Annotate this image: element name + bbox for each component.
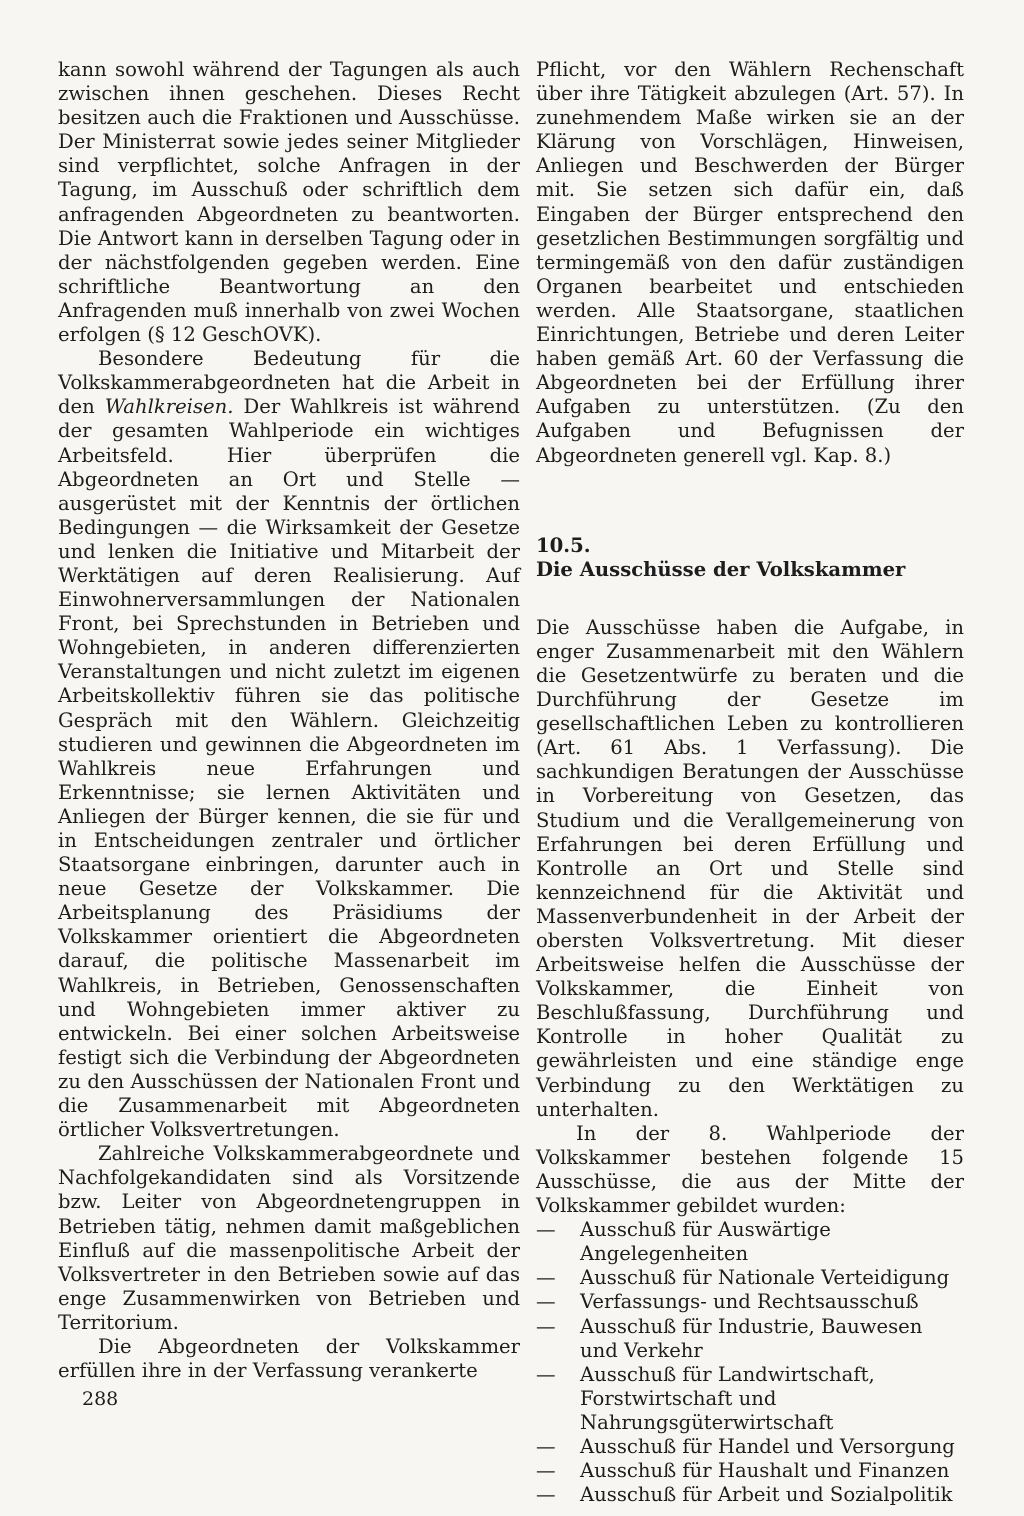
committee-list	[536, 1218, 964, 1507]
list-item	[536, 1363, 964, 1435]
paragraph-anfragen: kann sowohl während der Tagungen als auch zwischen ihnen geschehen. Dieses Recht besitzen auch die Fraktionen und Ausschüsse. Der Ministerrat sowie jedes seiner Mitglieder sind verpflichtet, solche Anfragen in der Tagung, im Ausschuß oder schriftlich dem anfragenden Abgeordneten zu beantworten. Die Antwort kann in derselben Tagung oder in der nächstfolgenden gegeben werden. Eine schriftliche Beantwortung an den Anfragenden muß innerhalb von zwei Wochen erfolgen (§ 12 GeschOVK).	[58, 58, 520, 347]
committee-name: Ausschuß für Nationale Verteidigung	[580, 1266, 950, 1290]
committee-name: Verfassungs- und Rechtsausschuß	[580, 1290, 919, 1314]
paragraph-wahlperiode: In der 8. Wahlperiode der Volkskammer bestehen folgende 15 Ausschüsse, die aus der Mitte der Volkskammer gebildet wurden:	[536, 1121, 964, 1218]
section-title: Die Ausschüsse der Volkskammer	[536, 557, 906, 581]
page-number: 288	[82, 1388, 119, 1410]
list-item	[536, 1483, 964, 1507]
paragraph-ausschuesse-aufgabe: Die Ausschüsse haben die Aufgabe, in enger Zusammenarbeit mit den Wählern die Gesetzentwürfe zu beraten und die Durchführung der Gesetze im gesellschaftlichen Leben zu kontrollieren (Art. 61 Abs. 1 Verfassung). Die sachkundigen Beratungen der Ausschüsse in Vorbereitung von Gesetzen, das Studium und die Verallgemeinerung von Erfahrungen bei deren Erfüllung und Kontrolle an Ort und Stelle sind kennzeichnend für die Aktivität und Massenverbundenheit in der Arbeit der obersten Volksvertretung. Mit dieser Arbeitsweise helfen die Ausschüsse der Volkskammer, die Einheit von Beschlußfassung, Durchführung und Kontrolle in hoher Qualität zu gewährleisten und eine ständige enge Verbindung zu den Werktätigen zu unterhalten.	[536, 615, 964, 1121]
list-item	[536, 1290, 964, 1314]
list-dash: —	[536, 1314, 556, 1338]
emphasis-wahlkreisen: Wahlkreisen.	[104, 395, 234, 419]
list-item	[536, 1459, 964, 1483]
left-column	[58, 58, 520, 1383]
paragraph-rechenschaft-start: Die Abgeordneten der Volkskammer erfüllen ihre in der Verfassung verankerte	[58, 1334, 520, 1383]
list-dash: —	[536, 1218, 556, 1242]
list-dash: —	[536, 1362, 556, 1386]
committee-name: Ausschuß für Auswärtige Angelegenheiten	[580, 1218, 831, 1266]
paragraph-wahlkreise	[58, 347, 520, 1142]
committee-name: Ausschuß für Arbeit und Sozialpolitik	[580, 1483, 953, 1507]
list-item	[536, 1266, 964, 1290]
section-number: 10.5.	[536, 533, 591, 557]
committee-name: Ausschuß für Haushalt und Finanzen	[580, 1459, 950, 1483]
committee-name: Ausschuß für Handel und Versorgung	[580, 1434, 955, 1458]
list-item	[536, 1435, 964, 1459]
list-dash: —	[536, 1434, 556, 1458]
paragraph-wahlkreise-rest: Der Wahlkreis ist während der gesamten Wahlperiode ein wichtiges Arbeitsfeld. Hier überprüfen die Abgeordneten an Ort und Stelle — ausgerüstet mit der Kenntnis der örtlichen Bedingungen — die Wirksamkeit der Gesetze und lenken die Initiative und Mitarbeit der Werktätigen auf deren Realisierung. Auf Einwohnerversammlungen der Nationalen Front, bei Sprechstunden in Betrieben und Wohngebieten, in anderen differenzierten Veranstaltungen und nicht zuletzt im eigenen Arbeitskollektiv führen sie das politische Gespräch mit den Wählern. Gleichzeitig studieren und gewinnen die Abgeordneten im Wahlkreis neue Erfahrungen und Erkenntnisse; sie lernen Aktivitäten und Anliegen der Bürger kennen, die sie für und in Entscheidungen zentraler und örtlicher Staatsorgane einbringen, darunter auch in neue Gesetze der Volkskammer. Die Arbeitsplanung des Präsidiums der Volkskammer orientiert die Abgeordneten darauf, die politische Massenarbeit im Wahlkreis, in Betrieben, Genossenschaften und Wohngebieten immer aktiver zu entwickeln. Bei einer solchen Arbeitsweise festigt sich die Verbindung der Abgeordneten zu den Ausschüssen der Nationalen Front und die Zusammenarbeit mit Abgeordneten örtlicher Volksvertretungen.	[58, 395, 520, 1142]
paragraph-rechenschaft-cont: Pflicht, vor den Wählern Rechenschaft über ihre Tätigkeit abzulegen (Art. 57). In zunehmendem Maße wirken sie an der Klärung von Vorschlägen, Hinweisen, Anliegen und Beschwerden der Bürger mit. Sie setzen sich dafür ein, daß Eingaben der Bürger entsprechend den gesetzlichen Bestimmungen sorgfältig und termingemäß von den dafür zuständigen Organen bearbeitet und entschieden werden. Alle Staatsorgane, staatlichen Einrichtungen, Betriebe und deren Leiter haben gemäß Art. 60 der Verfassung die Abgeordneten bei der Erfüllung ihrer Aufgaben zu unterstützen. (Zu den Aufgaben und Befugnissen der Abgeordneten generell vgl. Kap. 8.)	[536, 58, 964, 467]
committee-name: Ausschuß für Landwirtschaft, Forstwirtschaft und Nahrungsgüterwirtschaft	[580, 1362, 875, 1434]
right-column	[536, 58, 964, 1507]
list-item	[536, 1218, 964, 1266]
paragraph-wahlkreise-start: Besondere Bedeutung für die Volkskammerabgeordneten hat die Arbeit in den	[58, 347, 520, 419]
list-item	[536, 1315, 964, 1363]
committee-name: Ausschuß für Industrie, Bauwesen und Verkehr	[580, 1314, 923, 1362]
list-dash: —	[536, 1290, 556, 1314]
paragraph-abgeordnetengruppen: Zahlreiche Volkskammerabgeordnete und Nachfolgekandidaten sind als Vorsitzende bzw. Leiter von Abgeordnetengruppen in Betrieben tätig, nehmen damit maßgeblichen Einfluß auf die massenpolitische Arbeit der Volksvertreter in den Betrieben sowie auf das enge Zusammenwirken von Betrieben und Territorium.	[58, 1142, 520, 1334]
list-dash: —	[536, 1266, 556, 1290]
list-dash: —	[536, 1483, 556, 1507]
list-dash: —	[536, 1459, 556, 1483]
